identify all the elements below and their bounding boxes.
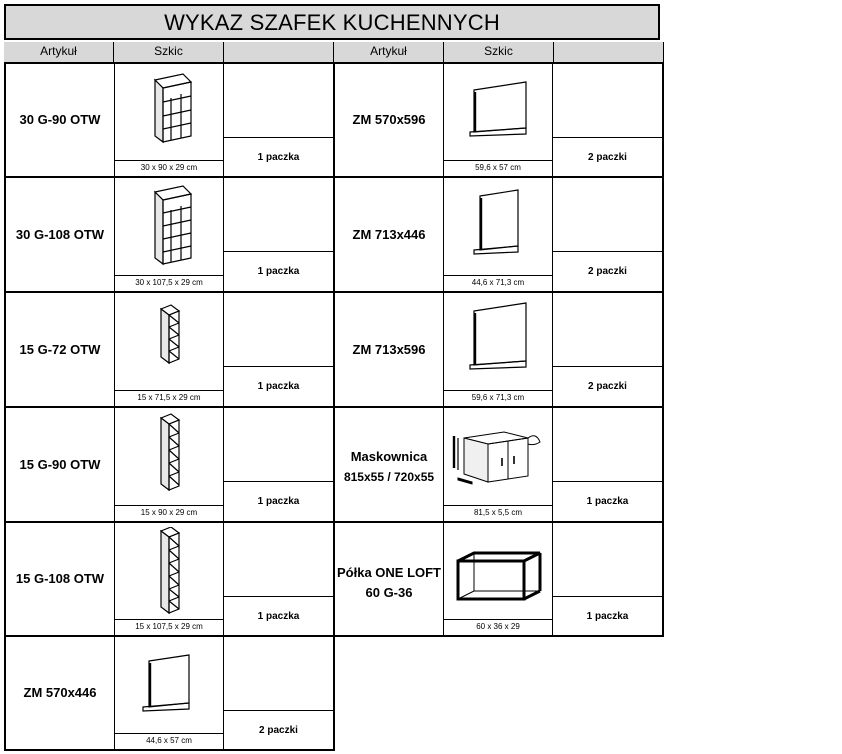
front-panel-icon [444,297,552,391]
dimensions: 81,5 x 5,5 cm [473,508,523,517]
dimensions: 30 x 90 x 29 cm [140,163,198,172]
sketch-cell [114,523,224,635]
package-count: 1 paczka [257,381,300,392]
dimensions: 15 x 90 x 29 cm [140,508,198,517]
header-szkic-2: Szkic [444,42,554,62]
package-count: 1 paczka [257,610,300,622]
sketch-cell [114,64,224,176]
dimensions: 30 x 107,5 x 29 cm [135,278,203,287]
table-row [4,176,335,293]
open-shelf-tall-icon [115,68,223,162]
sketch-cell [443,178,553,291]
dimensions: 15 x 107,5 x 29 cm [135,622,203,631]
article-name: 30 G-90 OTW [19,112,101,127]
article-name: ZM 570x596 [352,112,426,127]
article-name-line1: Półka ONE LOFT [336,565,441,580]
package-count: 2 paczki [588,381,627,392]
table-row [333,62,664,178]
article-name: ZM 713x446 [352,226,426,242]
article-name [335,523,443,635]
open-shelf-tall-icon [115,182,223,276]
package-count: 2 paczki [259,724,298,736]
narrow-shelf-icon [115,527,223,621]
package-count: 1 paczka [257,266,300,277]
article-name: 30 G-108 OTW [15,226,105,242]
sketch-cell [443,523,553,635]
package-count: 1 paczka [586,610,629,622]
package-count: 1 paczka [257,496,300,507]
dimensions: 60 x 36 x 29 [476,622,520,631]
sketch-cell [114,293,224,406]
article-name-line2: 60 G-36 [365,585,413,600]
sketch-cell [443,64,553,176]
dimensions: 44,6 x 71,3 cm [471,278,525,287]
narrow-shelf-icon [115,297,223,391]
front-panel-icon [444,68,552,162]
loft-shelf-icon [444,527,552,621]
sketch-cell [114,637,224,749]
dimensions: 44,6 x 57 cm [146,736,192,745]
article-name: 15 G-108 OTW [15,571,105,586]
front-panel-icon [115,641,223,735]
dimensions: 59,6 x 71,3 cm [471,393,525,402]
sketch-cell [443,293,553,406]
header-szkic: Szkic [114,42,224,62]
front-panel-icon [444,182,552,276]
article-name: 15 G-72 OTW [19,341,101,357]
table-row [333,406,664,523]
table-row [4,521,335,637]
table-row [333,291,664,408]
article-name-line1: Maskownica [350,448,428,464]
header-blank-2 [554,42,664,62]
article-name: 15 G-90 OTW [19,456,101,472]
package-count: 2 paczki [588,266,627,277]
table-row [333,521,664,637]
sketch-cell [114,178,224,291]
sketch-cell [443,408,553,521]
sketch-cell [114,408,224,521]
header-blank [224,42,334,62]
page-title: WYKAZ SZAFEK KUCHENNYCH [4,4,660,40]
package-count: 1 paczka [257,151,300,163]
table-row [4,635,335,751]
dimensions: 59,6 x 57 cm [475,163,521,172]
package-count: 2 paczki [588,151,627,163]
table-row [4,62,335,178]
narrow-shelf-icon [115,412,223,506]
table-row [4,291,335,408]
article-name [335,408,443,521]
header-artykul: Artykuł [4,42,114,62]
table-row [333,176,664,293]
dimensions: 15 x 71,5 x 29 cm [137,393,201,402]
article-name: ZM 570x446 [23,685,97,700]
table-row [4,406,335,523]
cabinet-cover-icon [444,412,552,506]
package-count: 1 paczka [586,496,629,507]
article-name-line2: 815x55 / 720x55 [343,469,435,484]
header-artykul-2: Artykuł [334,42,444,62]
article-name: ZM 713x596 [352,341,426,357]
